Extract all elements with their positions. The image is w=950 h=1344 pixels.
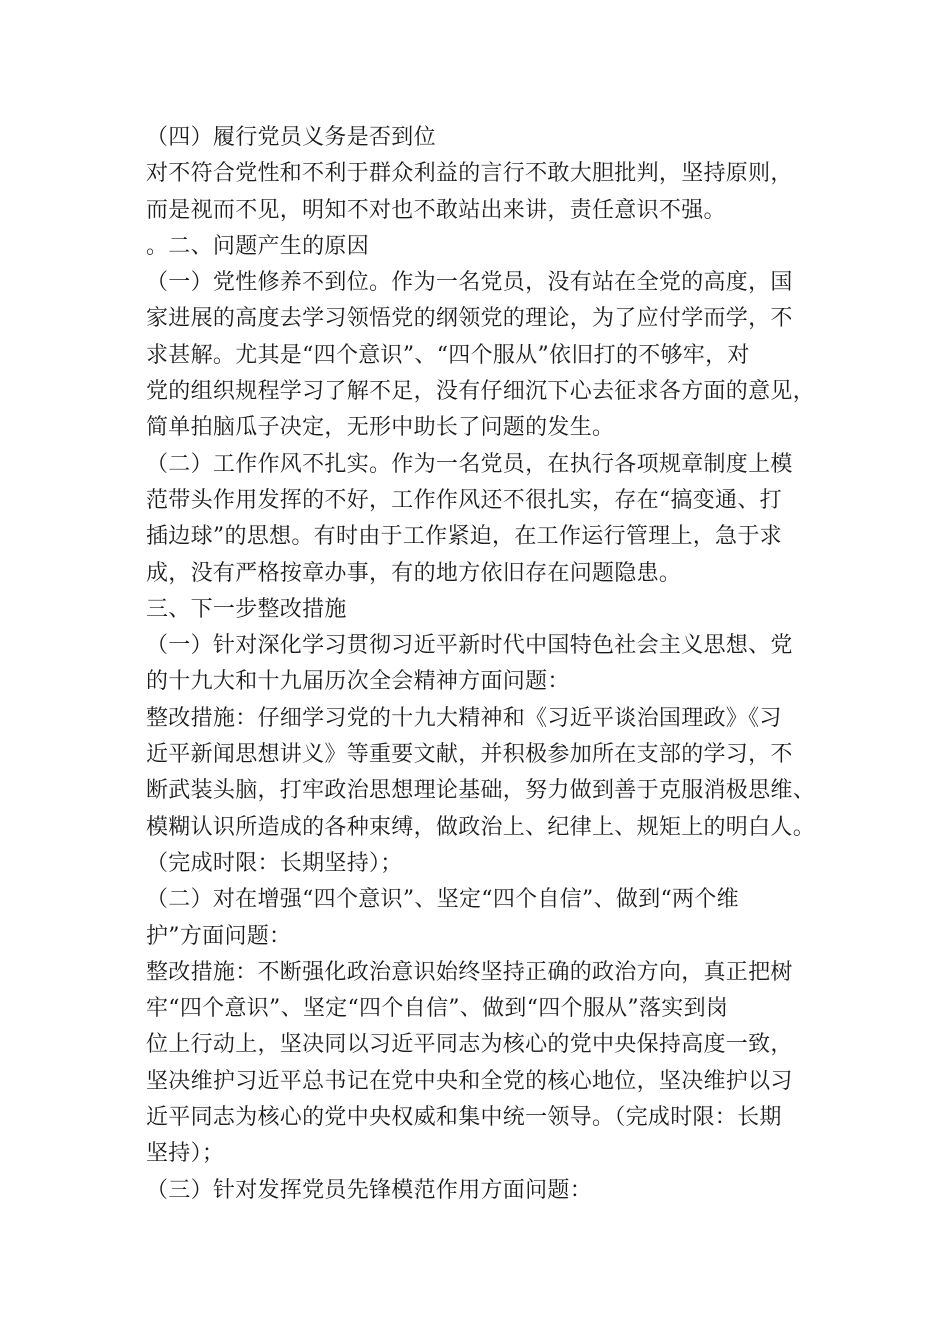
document-line: 插边球”的思想。有时由于工作紧迫，在工作运行管理上，急于求 bbox=[146, 524, 782, 550]
document-line: 的十九大和十九届历次全会精神方面问题： bbox=[146, 669, 570, 695]
document-body bbox=[146, 120, 836, 1209]
document-line: 近平同志为核心的党中央权威和集中统一领导。（完成时限：长期 bbox=[146, 1105, 782, 1131]
document-line: 。二、问题产生的原因 bbox=[146, 233, 370, 259]
document-line: 家进展的高度去学习领悟党的纲领党的理论，为了应付学而学，不 bbox=[146, 306, 793, 332]
document-line: 对不符合党性和不利于群众利益的言行不敢大胆批判，坚持原则， bbox=[146, 161, 793, 187]
document-line: 三、下一步整改措施 bbox=[146, 596, 347, 622]
document-line: 而是视而不见，明知不对也不敢站出来讲，责任意识不强。 bbox=[146, 197, 726, 223]
document-line: 牢“四个意识”、坚定“四个自信”、做到“四个服从”落实到岗 bbox=[146, 996, 729, 1022]
document-line: 简单拍脑瓜子决定，无形中助长了问题的发生。 bbox=[146, 415, 615, 441]
document-line: 护”方面问题： bbox=[146, 923, 292, 949]
document-line: 范带头作用发挥的不好，工作作风还不很扎实，存在“搞变通、打 bbox=[146, 487, 782, 513]
document-line: （二）对在增强“四个意识”、坚定“四个自信”、做到“两个维 bbox=[146, 887, 739, 913]
document-line: （三）针对发挥党员先锋模范作用方面问题： bbox=[146, 1177, 593, 1203]
document-line: 断武装头脑，打牢政治思想理论基础，努力做到善于克服消极思维、 bbox=[146, 778, 816, 804]
document-line: （完成时限：长期坚持）； bbox=[146, 850, 403, 876]
document-line: 党的组织规程学习了解不足，没有仔细沉下心去征求各方面的意见， bbox=[146, 379, 816, 405]
document-line: 整改措施：仔细学习党的十九大精神和《习近平谈治国理政》《习 bbox=[146, 705, 782, 731]
document-line: （二）工作作风不扎实。作为一名党员，在执行各项规章制度上模 bbox=[146, 451, 793, 477]
document-line: 成，没有严格按章办事，有的地方依旧存在问题隐患。 bbox=[146, 560, 682, 586]
document-line: 模糊认识所造成的各种束缚，做政治上、纪律上、规矩上的明白人。 bbox=[146, 814, 816, 840]
document-line: 位上行动上，坚决同以习近平同志为核心的党中央保持高度一致， bbox=[146, 1032, 793, 1058]
document-line: （四）履行党员义务是否到位 bbox=[146, 125, 436, 150]
document-line: 坚决维护习近平总书记在党中央和全党的核心地位，坚决维护以习 bbox=[146, 1068, 793, 1094]
document-line: （一）针对深化学习贯彻习近平新时代中国特色社会主义思想、党 bbox=[146, 633, 793, 659]
document-line: 坚持）； bbox=[146, 1141, 225, 1167]
document-line: 近平新闻思想讲义》等重要文献，并积极参加所在支部的学习，不 bbox=[146, 742, 793, 768]
document-line: 求甚解。尤其是“四个意识”、“四个服从”依旧打的不够牢，对 bbox=[146, 342, 750, 368]
document-line: 整改措施：不断强化政治意识始终坚持正确的政治方向，真正把树 bbox=[146, 959, 793, 985]
document-line: （一）党性修养不到位。作为一名党员，没有站在全党的高度，国 bbox=[146, 270, 793, 296]
